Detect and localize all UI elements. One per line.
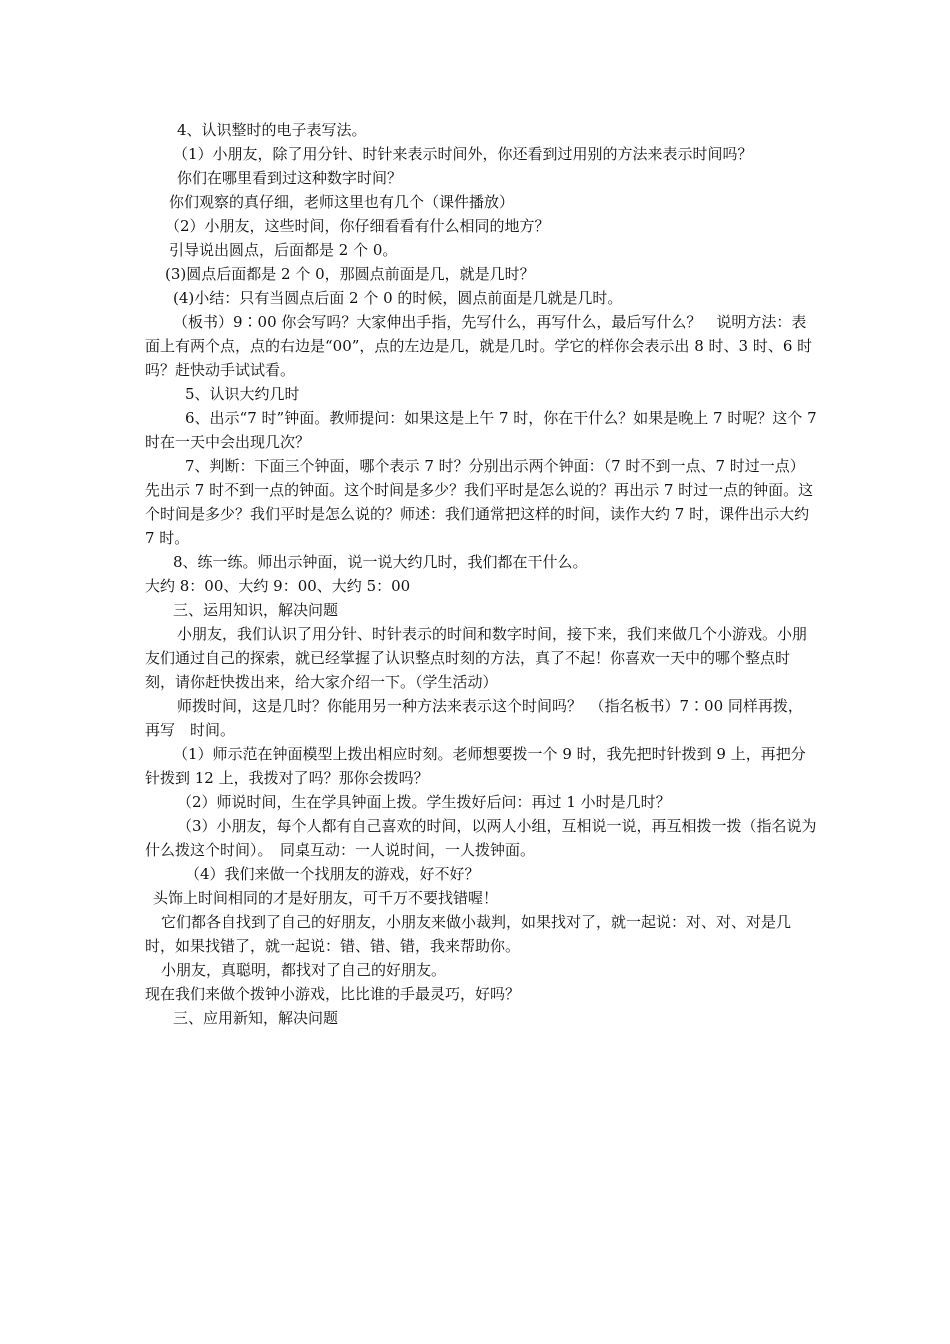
paragraph-question-3: (3)圆点后面都是 2 个 0，那圆点前面是几，就是几时？ <box>165 265 535 283</box>
paragraph-board-writing: （板书）9∶00 你会写吗？大家伸出手指，先写什么，再写什么，最后写什么？ 说明方法：表面上有两个点，点的右边是“00”，点的左边是几，就是几时。学它的样你会表示出 8 时、3 时、6 时吗？赶快动手试试看。 <box>145 313 813 379</box>
paragraph-step-4: （4）我们来做一个找朋友的游戏，好不好？ <box>185 865 480 883</box>
paragraph-item-7-detail: 先出示 7 时不到一点的钟面。这个时间是多少？我们平时是怎么说的？再出示 7 时过一点的钟面。这个时间是多少？我们平时是怎么说的？师述：我们通常把这样的时间，读作大约 7 时，课件出示大约 7 时。 <box>145 481 814 547</box>
paragraph-referee: 它们都各自找到了自己的好朋友，小朋友来做小裁判，如果找对了，就一起说：对、对、对是几时，如果找错了，就一起说：错、错、错，我来帮助你。 <box>145 913 792 955</box>
paragraph-item-6: 6、出示“7 时”钟面。教师提问：如果这是上午 7 时，你在干什么？如果是晚上 7 时呢？这个 7 时在一天中会出现几次？ <box>145 409 817 451</box>
document-body <box>145 118 817 1030</box>
paragraph-step-3: （3）小朋友，每个人都有自己喜欢的时间，以两人小组，互相说一说，再互相拨一拨（指名说为什么拨这个时间）。 同桌互动：一人说时间，一人拨钟面。 <box>145 817 817 859</box>
paragraph-guide: 引导说出圆点，后面都是 2 个 0。 <box>169 241 398 259</box>
paragraph-question-2: （2）小朋友，这些时间，你仔细看看有什么相同的地方？ <box>165 217 550 235</box>
paragraph-step-1: （1）师示范在钟面模型上拨出相应时刻。老师想要拨一个 9 时，我先把时针拨到 9 上，再把分针拨到 12 上，我拨对了吗？那你会拨吗？ <box>145 745 806 787</box>
paragraph-question-1-cont: 你们在哪里看到过这种数字时间？ <box>177 169 403 187</box>
paragraph-about-times: 大约 8：00、大约 9：00、大约 5：00 <box>145 577 411 595</box>
paragraph-games-intro: 小朋友，我们认识了用分针、时针表示的时间和数字时间，接下来，我们来做几个小游戏。小朋友们通过自己的探索，就已经掌握了认识整点时刻的方法，真了不起！你喜欢一天中的哪个整点时刻，请你赶快拨出来，给大家介绍一下。（学生活动） <box>145 625 808 691</box>
paragraph-item-7: 7、判断：下面三个钟面，哪个表示 7 时？分别出示两个钟面：（7 时不到一点、7 时过一点） <box>185 457 805 475</box>
paragraph-summary-4: (4)小结：只有当圆点后面 2 个 0 的时候，圆点前面是几就是几时。 <box>173 289 623 307</box>
paragraph-section-3-title: 三、运用知识，解决问题 <box>173 601 339 619</box>
paragraph-section-5-title: 5、认识大约几时 <box>185 385 300 403</box>
paragraph-question-1: （1）小朋友，除了用分针、时针来表示时间外，你还看到过用别的方法来表示时间吗？ <box>173 145 753 163</box>
paragraph-section-4-title: 4、认识整时的电子表写法。 <box>177 121 367 139</box>
paragraph-teacher-dial: 师拨时间，这是几时？你能用另一种方法来表示这个时间吗？ （指名板书）7∶00 同样再拨，再写 时间。 <box>145 697 803 739</box>
paragraph-section-3b-title: 三、应用新知，解决问题 <box>173 1009 339 1027</box>
paragraph-observe: 你们观察的真仔细，老师这里也有几个（课件播放） <box>169 193 515 211</box>
paragraph-praise: 小朋友，真聪明，都找对了自己的好朋友。 <box>161 961 447 979</box>
paragraph-headwear: 头饰上时间相同的才是好朋友，可千万不要找错喔！ <box>153 889 499 907</box>
paragraph-step-2: （2）师说时间，生在学具钟面上拨。学生拨好后问：再过 1 小时是几时？ <box>177 793 671 811</box>
paragraph-item-8: 8、练一练。师出示钟面，说一说大约几时，我们都在干什么。 <box>173 553 588 571</box>
paragraph-dial-game: 现在我们来做个拨钟小游戏，比比谁的手最灵巧，好吗？ <box>145 985 521 1003</box>
